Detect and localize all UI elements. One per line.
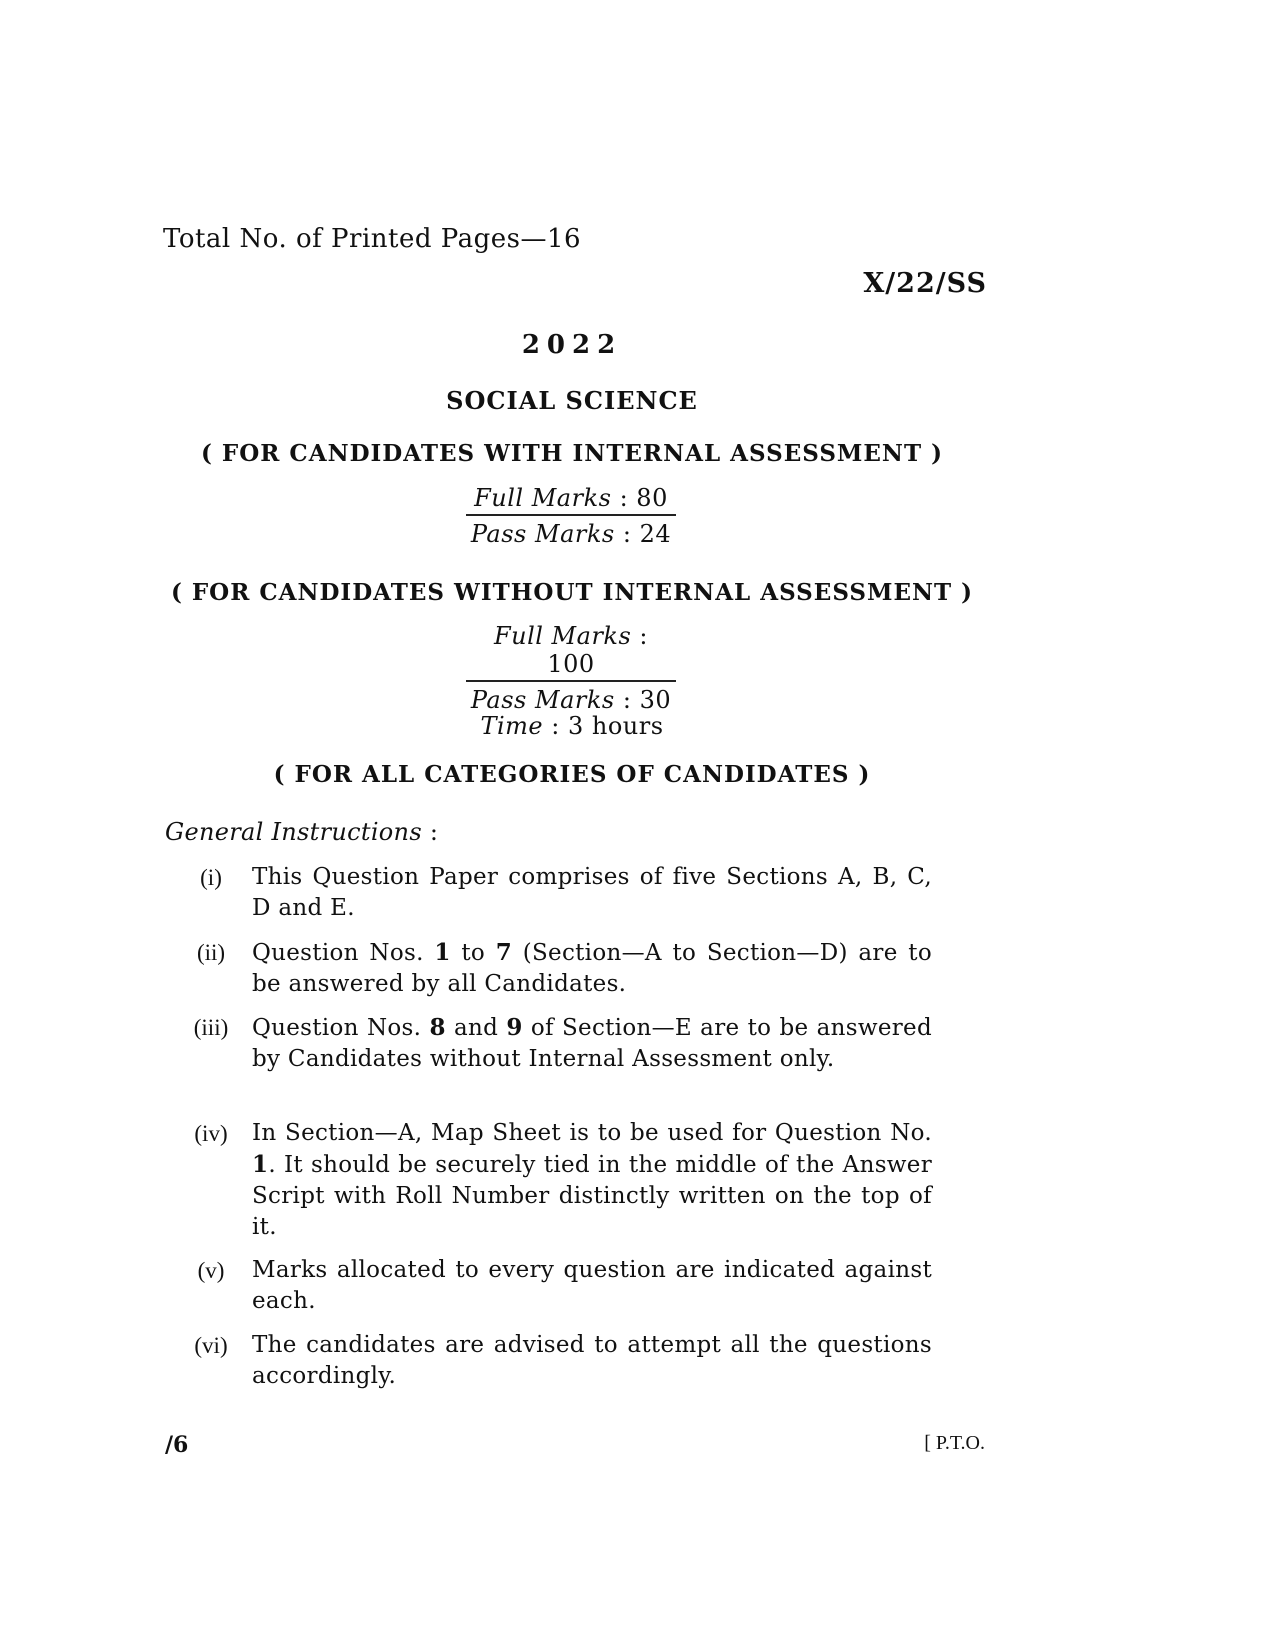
pass-marks-value: : 24 [622,520,672,548]
full-marks-value: : 100 [547,622,649,678]
total-printed-pages: Total No. of Printed Pages—16 [163,224,582,254]
general-instructions-label: General Instructions [165,818,422,846]
instruction-item [180,1012,930,1105]
paper-code: X/22/SS [863,268,987,299]
instruction-text-part: In Section—A, Map Sheet is to be used for Question No. [252,1120,932,1146]
instruction-number: (i) [200,865,222,890]
with-internal-marks [466,484,676,548]
question-number: 7 [495,939,513,966]
instruction-text-part: and [445,1015,507,1041]
instruction-text [252,1012,932,1075]
question-number: 1 [252,1151,269,1178]
time-value: : 3 hours [551,712,664,740]
instruction-item [180,1255,930,1317]
instruction-text-part: The candidates are advised to attempt all the questions accordingly. [252,1332,932,1389]
instruction-text-part: to [450,940,496,966]
question-number: 9 [506,1014,523,1041]
exam-year: 2022 [521,330,623,360]
instruction-text-part: . It should be securely tied in the middle of the Answer Script with Roll Number distinctly written on the top of it. [252,1152,932,1240]
instruction-item [180,1330,930,1392]
question-number: 1 [434,939,451,966]
full-marks-value: : 80 [619,484,668,512]
instruction-text-part: (Section—A to Section—D) are to be answered by all Candidates. [252,940,932,997]
pass-marks-value: : 30 [622,686,672,714]
instruction-number: (iv) [194,1121,228,1146]
instruction-text-part: Question Nos. [252,940,435,966]
instruction-item [180,862,930,924]
full-marks-label: Full Marks [474,484,612,512]
question-number: 8 [429,1014,446,1041]
subject-title: SOCIAL SCIENCE [446,386,698,415]
pass-marks-label: Pass Marks [470,686,615,714]
pass-marks-label: Pass Marks [470,520,615,548]
instruction-text [252,937,932,1000]
full-marks-row [466,484,676,516]
instruction-text-part: Marks allocated to every question are indicated against each. [252,1257,932,1314]
full-marks-row [466,622,676,682]
all-categories-heading: ( FOR ALL CATEGORIES OF CANDIDATES ) [273,761,871,788]
instruction-text-part: of Section—E are to be answered by Candidates without Internal Assessment only. [252,1015,932,1072]
instruction-number: (vi) [194,1333,228,1358]
instruction-text [252,1255,932,1317]
general-instructions-heading [165,818,438,846]
instruction-number: (ii) [196,940,226,965]
without-internal-marks [466,622,676,714]
pto-note: [ P.T.O. [924,1432,985,1454]
pass-marks-row [466,682,676,714]
instruction-number: (iii) [193,1015,229,1040]
instruction-text [252,1330,932,1392]
instruction-text-part: This Question Paper comprises of five Sections A, B, C, D and E. [252,864,932,921]
without-internal-heading: ( FOR CANDIDATES WITHOUT INTERNAL ASSESSMENT ) [170,579,974,606]
full-marks-label: Full Marks [493,622,632,650]
pass-marks-row [466,516,676,548]
instruction-number: (v) [197,1258,225,1283]
instruction-text-part: Question Nos. [252,1015,430,1041]
instruction-item [180,1118,930,1242]
instruction-text [252,1118,932,1243]
time-label: Time [480,712,544,740]
with-internal-heading: ( FOR CANDIDATES WITH INTERNAL ASSESSMENT ) [201,440,943,467]
instruction-item [180,937,930,999]
time-allowed [0,712,1144,740]
instruction-text [252,862,932,924]
page-footer-code: /6 [165,1432,189,1458]
general-instructions-colon: : [429,818,439,846]
